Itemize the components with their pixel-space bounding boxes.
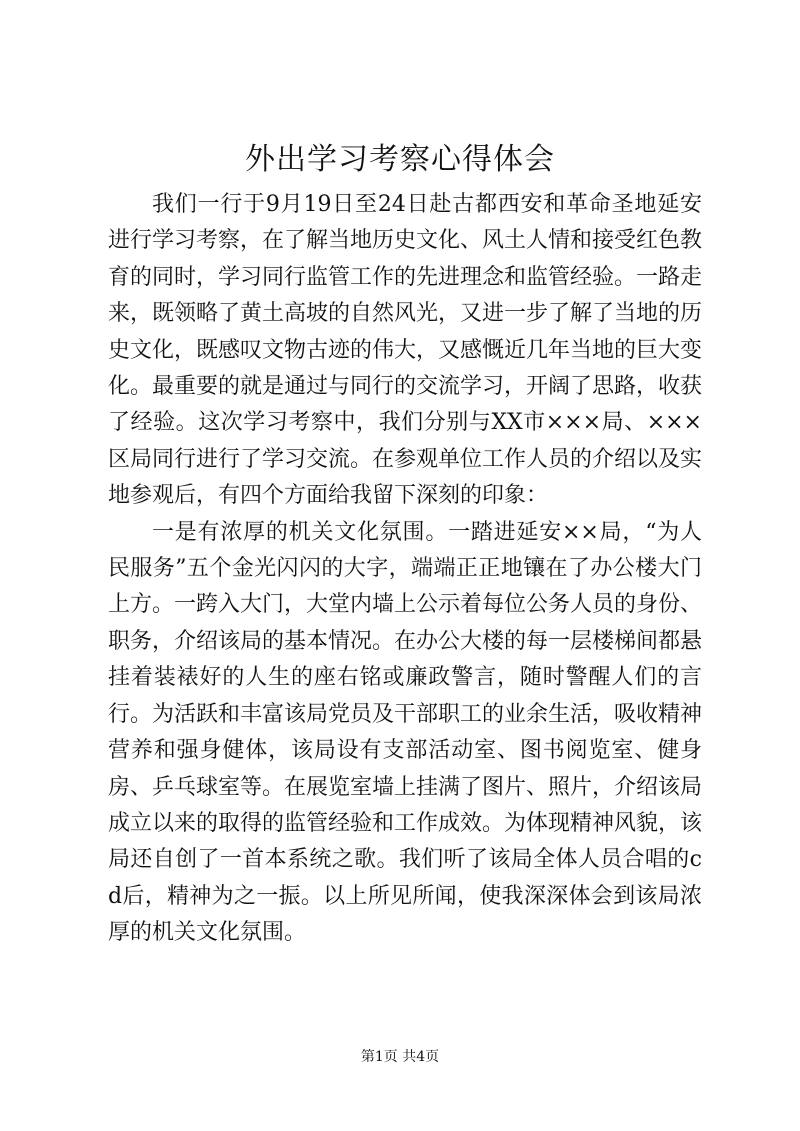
document-body [108, 187, 702, 952]
page-number-footer: 第1页 共4页 [360, 1049, 440, 1065]
document-title: 外出学习考察心得体会 [245, 142, 555, 177]
paragraph-intro: 我们一行于9月19日至24日赴古都西安和革命圣地延安进行学习考察，在了解当地历史文化、风土人情和接受红色教育的同时，学习同行监管工作的先进理念和监管经验。一路走来，既领略了黄土高坡的自然风光，又进一步了解了当地的历史文化，既感叹文物古迹的伟大，又感慨近几年当地的巨大变化。最重要的就是通过与同行的交流学习，开阔了思路，收获了经验。这次学习考察中，我们分别与XX市×××局、×××区局同行进行了学习交流。在参观单位工作人员的介绍以及实地参观后，有四个方面给我留下深刻的印象： [108, 192, 703, 509]
paragraph-culture: 一是有浓厚的机关文化氛围。一踏进延安××局，“为人民服务”五个金光闪闪的大字，端端正正地镶在了办公楼大门上方。一跨入大门，大堂内墙上公示着每位公务人员的身份、职务，介绍该局的基本情况。在办公大楼的每一层楼梯间都悬挂着装裱好的人生的座右铭或廉政警言，随时警醒人们的言行。为活跃和丰富该局党员及干部职工的业余生活，吸收精神营养和强身健体，该局设有支部活动室、图书阅览室、健身房、乒乓球室等。在展览室墙上挂满了图片、照片，介绍该局成立以来的取得的监管经验和工作成效。为体现精神风貌，该局还自创了一首本系统之歌。我们听了该局全体人员合唱的cd后，精神为之一振。以上所见所闻，使我深深体会到该局浓厚的机关文化氛围。 [108, 519, 703, 946]
